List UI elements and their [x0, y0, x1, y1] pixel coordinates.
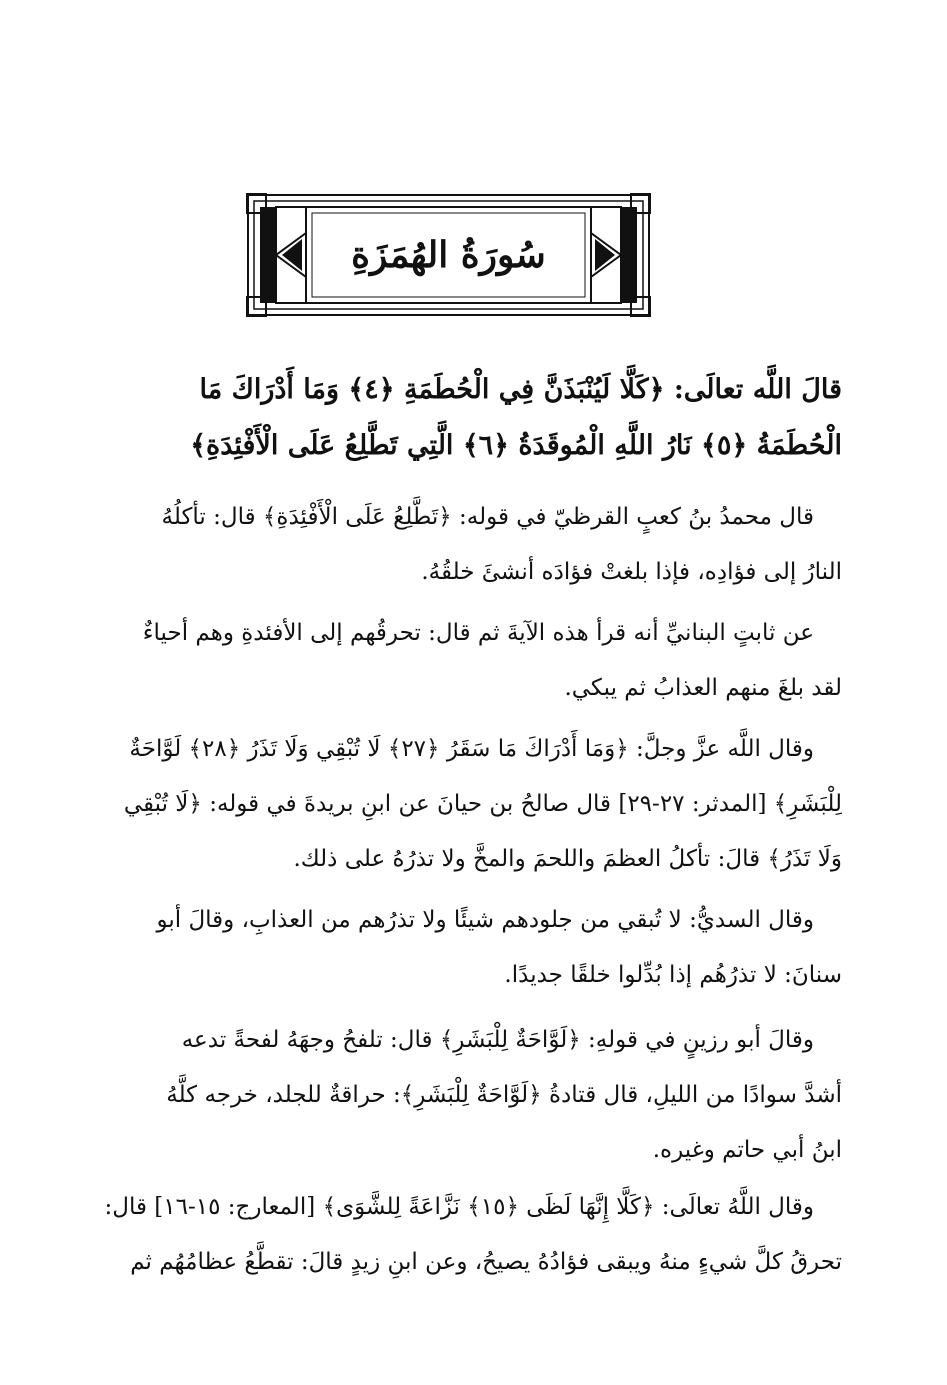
paragraph-line: وقال السديُّ: لا تُبقي من جلودهم شيئًا ولا تذرُهم من العذابِ، وقالَ أبو — [156, 907, 814, 933]
paragraph — [92, 490, 842, 600]
paragraph-line: النارُ إلى فؤادِه، فإذا بلغتْ فؤادَه أنشئَ خلقُهُ. — [421, 559, 842, 585]
paragraph-line: وقال اللَّهُ تعالَى: ﴿كَلَّا إِنَّهَا لَظَى ﴿١٥﴾ نَزَّاعَةً لِلشَّوَى﴾ [المعارج: ١٥-١٦] قال: — [104, 1194, 814, 1220]
paragraph-line: سنانَ: لا تذرُهُم إذا بُدِّلوا خلقًا جديدًا. — [504, 962, 842, 988]
paragraph — [92, 1180, 842, 1290]
intro-line: قالَ اللَّه تعالَى: ﴿كَلَّا لَيُنْبَذَنَّ فِي الْحُطَمَةِ ﴿٤﴾ وَمَا أَدْرَاكَ مَا — [199, 374, 842, 405]
paragraph-line: تحرقُ كلَّ شيءٍ منهُ ويبقى فؤادُهُ يصيحُ، وعن ابنِ زيدٍ قالَ: تقطَّعُ عظامُهُم ثم — [130, 1249, 842, 1275]
paragraph-line: ابنُ أبي حاتم وغيره. — [652, 1137, 842, 1163]
paragraph — [92, 893, 842, 1003]
paragraph-line: وَلَا تَذَرُ﴾ قالَ: تأكلُ العظمَ واللحمَ والمخَّ ولا تذرُهُ على ذلك. — [293, 846, 842, 872]
paragraph — [92, 722, 842, 887]
intro-line: الْحُطَمَةُ ﴿٥﴾ نَارُ اللَّهِ الْمُوقَدَةُ ﴿٦﴾ الَّتِي تَطَّلِعُ عَلَى الْأَفْئِدَةِ﴾ — [190, 430, 842, 461]
paragraph-line: لقد بلغَ منهم العذابُ ثم يبكي. — [564, 675, 842, 701]
paragraph-line: لِلْبَشَرِ﴾ [المدثر: ٢٧-٢٩] قال صالحُ بن حيانَ عن ابنِ بريدةَ في قوله: ﴿لَا تُبْقِي — [123, 791, 842, 817]
surah-title-frame — [246, 193, 651, 317]
quran-intro — [92, 362, 842, 474]
paragraph — [92, 1013, 842, 1178]
paragraph-line: قال محمدُ بنُ كعبٍ القرظيّ في قوله: ﴿تَطَّلِعُ عَلَى الْأَفْئِدَةِ﴾ قال: تأكلُهُ — [161, 504, 814, 530]
paragraph-line: وقال اللَّه عزَّ وجلَّ: ﴿وَمَا أَدْرَاكَ مَا سَقَرُ ﴿٢٧﴾ لَا تُبْقِي وَلَا تَذَرُ ﴿٢٨﴾ لَوَّاحَةٌ — [129, 736, 814, 762]
surah-title: سُورَةُ الهُمَزَةِ — [351, 234, 546, 276]
paragraph-line: وقالَ أبو رزينٍ في قولهِ: ﴿لَوَّاحَةٌ لِلْبَشَرِ﴾ قال: تلفحُ وجهَهُ لفحةً تدعه — [181, 1027, 814, 1053]
paragraph-line: أشدَّ سوادًا من الليلِ، قال قتادةُ ﴿لَوَّاحَةٌ لِلْبَشَرِ﴾: حراقةٌ للجلد، خرجه كلَّهُ — [166, 1082, 842, 1108]
paragraph-line: عن ثابتٍ البنانيِّ أنه قرأ هذه الآيةَ ثم قال: تحرقُهم إلى الأفئدةِ وهم أحياءٌ — [142, 620, 814, 646]
paragraph — [92, 606, 842, 716]
